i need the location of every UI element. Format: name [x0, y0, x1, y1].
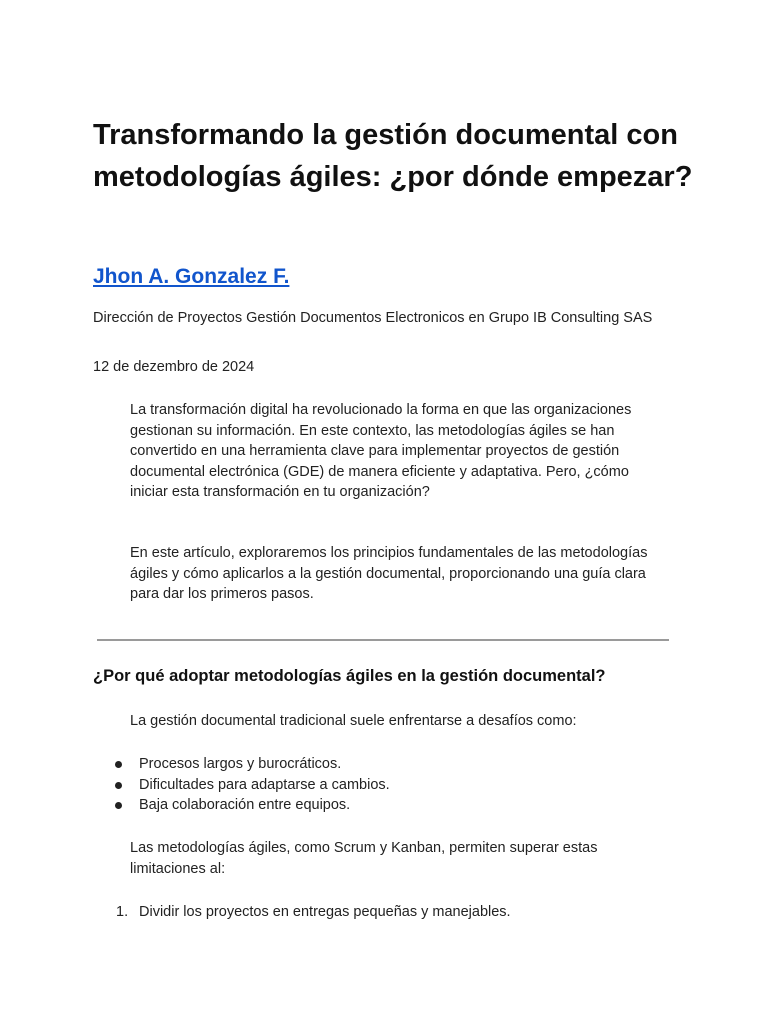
list-item [113, 775, 390, 796]
agile-intro-paragraph: Las metodologías ágiles, como Scrum y Kanban, permiten superar estas limitaciones al: [130, 840, 598, 877]
bullet-icon [115, 761, 122, 768]
author-role: Dirección de Proyectos Gestión Documentos Electronicos en Grupo IB Consulting SAS [93, 310, 653, 326]
author-link[interactable]: Jhon A. Gonzalez F. [93, 265, 290, 288]
list-item-text: Dividir los proyectos en entregas pequeñas y manejables. [139, 904, 511, 920]
challenges-list [113, 754, 390, 816]
horizontal-divider [97, 639, 669, 641]
list-item [113, 754, 390, 775]
benefits-list [113, 902, 511, 923]
list-item-text: Dificultades para adaptarse a cambios. [139, 776, 390, 793]
section-heading: ¿Por qué adoptar metodologías ágiles en la gestión documental? [93, 667, 606, 685]
list-item [113, 795, 390, 816]
bullet-icon [115, 782, 122, 789]
publish-date: 12 de dezembro de 2024 [93, 359, 255, 375]
section-lead-paragraph: La gestión documental tradicional suele enfrentarse a desafíos como: [130, 713, 577, 729]
intro-paragraph-2: En este artículo, exploraremos los principios fundamentales de las metodologías ágiles y cómo aplicarlos a la gestión documental, proporcionando una guía clara para dar los primeros pasos. [130, 545, 648, 602]
list-item-number: 1. [116, 904, 129, 920]
bullet-icon [115, 802, 122, 809]
article-title: Transformando la gestión documental con metodologías ágiles: ¿por dónde empezar? [93, 119, 693, 193]
list-item-text: Procesos largos y burocráticos. [139, 756, 342, 772]
intro-paragraph-1: La transformación digital ha revolucionado la forma en que las organizaciones gestionan su información. En este contexto, las metodologías ágiles se han convertido en una herramienta clave para implementar proyectos de gestión documental electrónica (GDE) de manera eficiente y adaptativa. Pero, ¿cómo iniciar esta transformación en tu organización? [130, 402, 632, 500]
list-item-text: Baja colaboración entre equipos. [139, 797, 351, 813]
list-item [113, 902, 511, 923]
